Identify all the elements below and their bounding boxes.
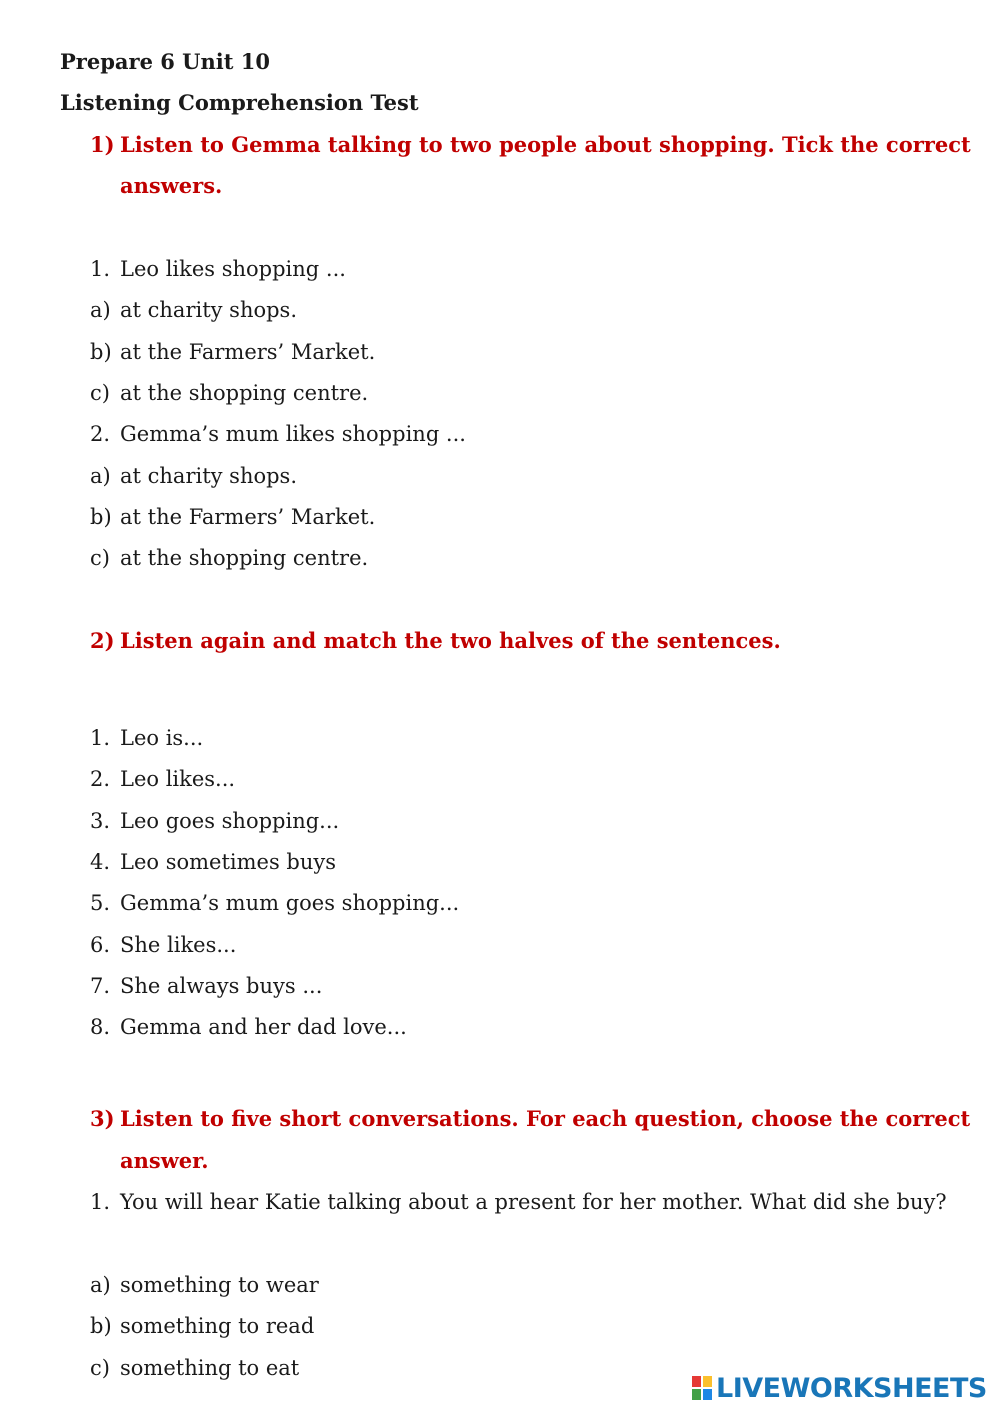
option-label: a) <box>90 464 111 488</box>
option-label: c) <box>90 381 110 405</box>
match-text: Leo sometimes buys <box>120 850 337 874</box>
section1-number: 1) <box>90 132 115 157</box>
question-number: 2. <box>90 422 111 446</box>
section1-instruction: Listen to Gemma talking to two people about shopping. Tick the correct <box>120 132 971 157</box>
section1-instruction-line2: answers. <box>120 173 223 198</box>
section2-number: 2) <box>90 628 115 653</box>
match-number: 5. <box>90 891 111 915</box>
page-title: Prepare 6 Unit 10 <box>60 49 270 74</box>
question-text: Gemma’s mum likes shopping ... <box>120 422 466 446</box>
option-text: at the shopping centre. <box>120 381 369 405</box>
match-number: 2. <box>90 767 111 791</box>
option-label: a) <box>90 1273 111 1297</box>
match-text: She likes... <box>120 933 237 957</box>
match-text: She always buys ... <box>120 974 323 998</box>
match-text: Leo goes shopping... <box>120 809 340 833</box>
option-label: b) <box>90 1314 112 1338</box>
match-number: 6. <box>90 933 111 957</box>
option-label: c) <box>90 1356 110 1380</box>
liveworksheets-logo <box>692 1370 987 1406</box>
match-text: Gemma’s mum goes shopping... <box>120 891 460 915</box>
section3-instruction-line2: answer. <box>120 1148 209 1173</box>
match-number: 3. <box>90 809 111 833</box>
liveworksheets-mark-icon <box>692 1376 712 1400</box>
question-text: Leo likes shopping ... <box>120 257 346 281</box>
match-number: 1. <box>90 726 111 750</box>
question-number: 1. <box>90 1190 111 1214</box>
section3-instruction: Listen to five short conversations. For each question, choose the correct <box>120 1106 971 1131</box>
question-text: You will hear Katie talking about a present for her mother. What did she buy? <box>120 1190 947 1214</box>
match-number: 4. <box>90 850 111 874</box>
liveworksheets-wordmark: LIVEWORKSHEETS <box>716 1372 987 1404</box>
option-text: at the shopping centre. <box>120 546 369 570</box>
option-text: at the Farmers’ Market. <box>120 505 376 529</box>
option-label: b) <box>90 340 112 364</box>
section2-instruction: Listen again and match the two halves of the sentences. <box>120 628 781 653</box>
match-number: 7. <box>90 974 111 998</box>
match-number: 8. <box>90 1015 111 1039</box>
match-text: Gemma and her dad love... <box>120 1015 407 1039</box>
page-subtitle: Listening Comprehension Test <box>60 90 419 115</box>
question-number: 1. <box>90 257 111 281</box>
match-text: Leo is... <box>120 726 204 750</box>
option-text: something to eat <box>120 1356 300 1380</box>
option-text: at charity shops. <box>120 464 298 488</box>
match-text: Leo likes... <box>120 767 236 791</box>
section3-number: 3) <box>90 1106 115 1131</box>
option-label: c) <box>90 546 110 570</box>
option-text: at charity shops. <box>120 298 298 322</box>
option-label: a) <box>90 298 111 322</box>
option-text: something to wear <box>120 1273 319 1297</box>
option-label: b) <box>90 505 112 529</box>
option-text: at the Farmers’ Market. <box>120 340 376 364</box>
option-text: something to read <box>120 1314 315 1338</box>
